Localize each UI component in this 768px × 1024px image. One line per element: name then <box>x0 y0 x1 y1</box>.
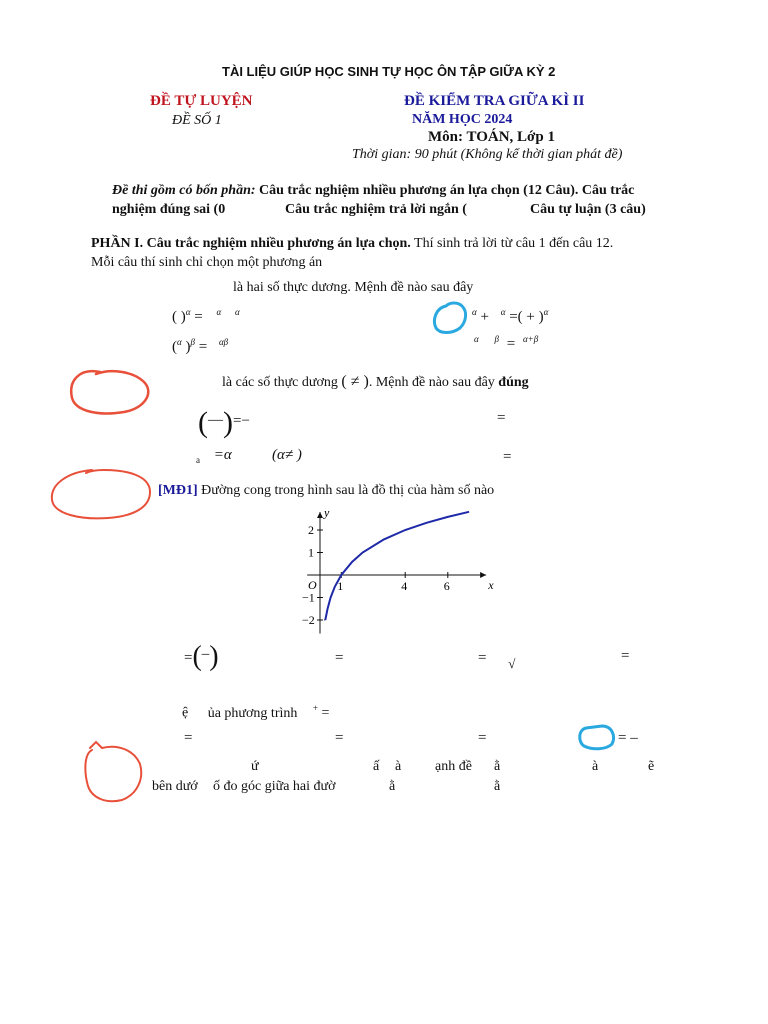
q1-c-eq: = <box>198 339 208 355</box>
q2-a-rhs: =− <box>233 413 250 429</box>
q3-c-eq: = <box>478 650 487 666</box>
q4-stem-b: ủa phương trình <box>207 705 298 721</box>
q5-line2-c: ằ <box>389 779 396 794</box>
origin-label: O <box>308 578 317 592</box>
x-axis-arrow <box>480 572 486 578</box>
y-tick-label: −1 <box>302 590 315 605</box>
x-tick-label: 6 <box>443 579 450 593</box>
y-axis-label: y <box>324 505 330 520</box>
intro-part-mc: Câu trắc nghiệm nhiều phương án lựa chọn (12 Câu). Câu trắc <box>259 183 635 198</box>
q2-option-c <box>196 447 232 465</box>
exam-time: Thời gian: 90 phút (Không kể thời gian phát đề) <box>352 147 623 162</box>
part1-instruction-2: Mỗi câu thí sinh chỉ chọn một phương án <box>91 255 323 270</box>
q5-frag-7: ẽ <box>648 759 655 774</box>
q2-stem-text: là các số thực dương <box>222 375 338 390</box>
document-banner: TÀI LIỆU GIÚP HỌC SINH TỰ HỌC ÔN TẬP GIỮA KỲ 2 <box>222 64 556 79</box>
x-tick-label: 4 <box>401 579 408 593</box>
q3-a-eq: = <box>184 650 193 666</box>
x-axis-label: x <box>488 578 494 592</box>
q1-option-a <box>172 307 240 326</box>
q1-a-exp3: α <box>234 307 240 317</box>
marker-circle-1 <box>434 303 465 333</box>
q2-stem <box>222 373 529 391</box>
y-tick-label: 1 <box>308 545 314 560</box>
q3-stem <box>158 483 494 499</box>
intro-label: Đề thi gồm có bốn phần: <box>112 183 256 198</box>
pen-circle-3 <box>85 742 141 801</box>
intro-line-2-b: Câu trắc nghiệm trả lời ngắn ( <box>285 202 467 217</box>
q3-stem-text: Đường cong trong hình sau là đồ thị của hàm số nào <box>201 483 495 498</box>
q1-option-c <box>172 337 228 356</box>
q1-b-exp3: α <box>543 307 549 317</box>
q1-b-exp1: α <box>472 307 477 317</box>
q4-eq: = <box>321 705 330 721</box>
q1-c-exp-beta: β <box>190 337 195 347</box>
y-tick-label: 2 <box>308 523 314 537</box>
q3-option-b: = <box>335 650 344 666</box>
left-title: ĐỀ TỰ LUYỆN <box>150 93 253 109</box>
q2-bold-word: đúng <box>498 375 529 390</box>
marker-circle-2 <box>580 726 614 749</box>
q3-option-d: = <box>621 648 630 664</box>
q1-d-exp3: α+β <box>522 334 539 344</box>
part1-heading: PHẦN I. Câu trắc nghiệm nhiều phương án lựa chọn. <box>91 236 411 251</box>
q4-plus: + <box>312 703 318 713</box>
q1-b-rhs: =( + ) <box>509 309 544 325</box>
q2-stem-text-2: . Mệnh đề nào sau đây <box>368 375 495 390</box>
y-tick-label: −2 <box>302 613 315 627</box>
y-axis-arrow <box>317 512 323 518</box>
exam-year: NĂM HỌC 2024 <box>412 112 513 127</box>
q2-option-a: (—)=− <box>198 406 250 439</box>
q5-frag-5: ằ <box>494 759 501 774</box>
q4-option-b: = <box>335 730 344 746</box>
q1-option-b <box>472 307 548 326</box>
q5-frag-2: ấ <box>373 759 380 774</box>
pen-circle-1 <box>71 371 148 413</box>
q2-c-rhs: =α <box>213 447 232 463</box>
q1-d-exp1: α <box>474 334 479 344</box>
q1-a-eq: = <box>194 309 203 325</box>
q1-c-exp: α <box>177 337 182 347</box>
exam-title: ĐỀ KIỂM TRA GIỮA KÌ II <box>404 93 585 109</box>
q1-c-exp-ab: αβ <box>218 337 229 347</box>
q3-c-sqrt: √ <box>508 656 516 671</box>
q4-option-c: = <box>478 730 487 746</box>
q5-frag-3: à <box>395 759 402 774</box>
q5-line2-a: bên dướ <box>152 779 198 794</box>
curve-series <box>325 512 469 620</box>
q5-line2-b: ố đo góc giữa hai đườ <box>213 779 336 794</box>
part1-instruction: Thí sinh trả lời từ câu 1 đến câu 12. <box>410 236 614 251</box>
q1-a-paren: ( ) <box>172 309 186 325</box>
intro-line-1 <box>112 183 634 199</box>
q1-d-eq: = <box>506 336 516 352</box>
x-tick-label: 1 <box>337 579 344 593</box>
q5-frag-1: ứ <box>251 759 259 774</box>
part1-heading-line <box>91 236 613 252</box>
q2-option-b: = <box>497 410 506 426</box>
q3-option-a: =(–) <box>184 641 219 672</box>
q1-option-d <box>474 334 538 353</box>
intro-line-2-c: Câu tự luận (3 câu) <box>530 202 646 217</box>
q3-option-c <box>478 650 516 671</box>
q1-b-exp2: α <box>500 307 506 317</box>
q2-c-sub: a <box>196 455 200 465</box>
q5-frag-4: ạnh đề <box>435 759 472 774</box>
q4-stem-a: ệ <box>182 705 189 721</box>
exam-subject: Môn: TOÁN, Lớp 1 <box>428 129 555 145</box>
q5-line2-d: ằ <box>494 779 501 794</box>
q5-frag-6: à <box>592 759 599 774</box>
q2-option-d: = <box>503 449 512 465</box>
q1-c-paren: ($^\alpha$ ) <box>172 337 191 355</box>
q4-option-d: = – <box>618 730 638 746</box>
q1-a-exp: α <box>185 307 191 317</box>
q1-d-exp2: β <box>494 334 499 344</box>
q1-stem: là hai số thực dương. Mệnh đề nào sau đây <box>233 280 474 295</box>
pen-circle-2 <box>52 470 150 518</box>
q4-stem <box>182 703 329 722</box>
q3-tag: [MĐ1] <box>158 483 198 498</box>
q4-option-a: = <box>184 730 193 746</box>
q1-b-plus: + <box>480 309 489 325</box>
q1-a-exp2: α <box>216 307 222 317</box>
left-subtitle: ĐỀ SỐ 1 <box>172 113 222 128</box>
intro-line-2-a: nghiệm đúng sai (0 <box>112 202 226 217</box>
function-graph <box>290 505 494 635</box>
q2-option-c-cond: (α≠ ) <box>272 447 302 463</box>
q2-condition: ( ≠ ) <box>341 373 369 390</box>
